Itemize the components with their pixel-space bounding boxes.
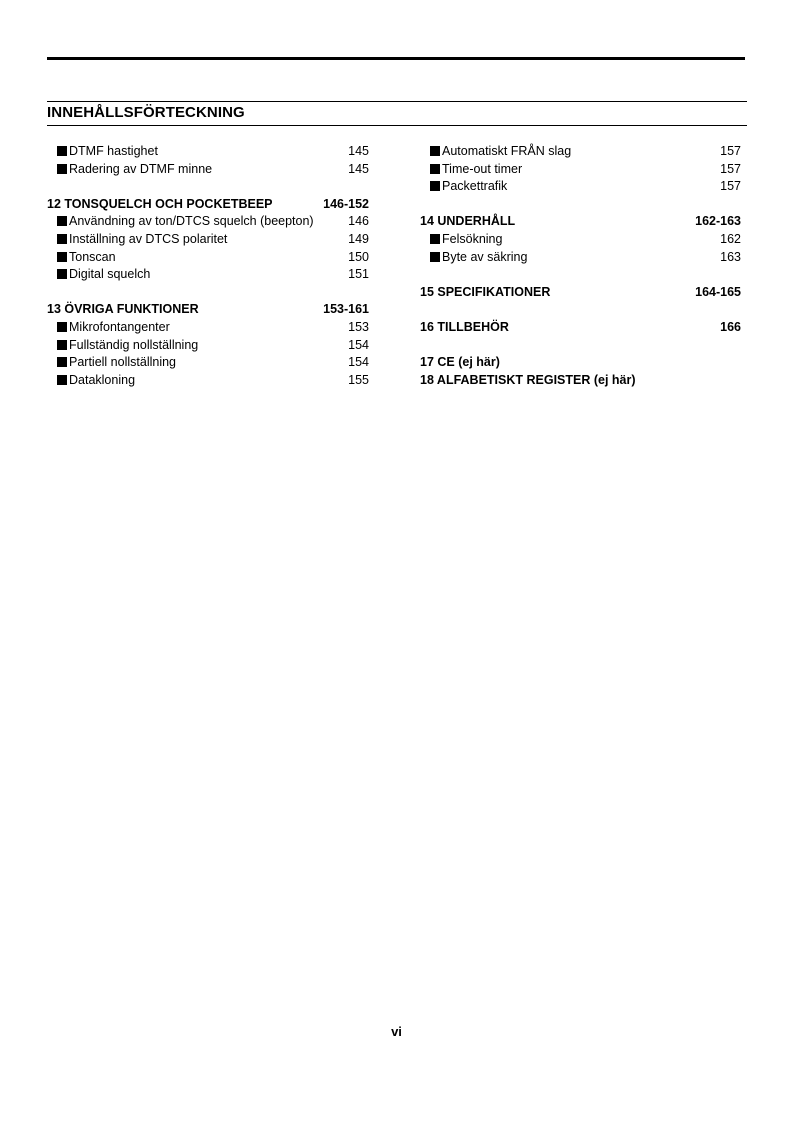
toc-entry-page: 162 [720,231,741,246]
toc-entry-text: Radering av DTMF minne [69,161,213,176]
square-bullet-icon [57,164,67,174]
toc-entry-label [57,337,198,355]
toc-entry-text: Mikrofontangenter [69,319,170,334]
toc-entry-text: 16 TILLBEHÖR [420,319,509,334]
toc-entry[interactable] [47,354,369,372]
toc-entry-page: 150 [348,249,369,264]
toc-entry-page: 166 [720,319,741,334]
toc-entry-text: Automatiskt FRÅN slag [442,144,572,158]
toc-entry-page: 151 [348,267,369,282]
toc-entry-page: 145 [348,144,369,158]
square-bullet-icon [57,146,67,156]
toc-entry[interactable] [47,319,369,337]
toc-section-heading[interactable] [420,213,741,231]
toc-entry-text: Felsökning [442,231,503,246]
toc-entry-label [57,266,150,284]
toc-entry[interactable] [47,213,369,231]
toc-spacer [47,178,369,196]
toc-entry-label [430,178,507,196]
toc-spacer [420,266,741,284]
toc-entry-label [420,284,550,302]
toc-entry-page: 145 [348,161,369,176]
toc-entry-label [57,161,212,179]
toc-entry-page: 157 [720,161,741,176]
toc-entry-label [430,249,527,267]
toc-entry-label [57,143,158,161]
toc-spacer [420,301,741,319]
toc-entry-text: Datakloning [69,372,136,387]
toc-entry[interactable] [47,161,369,179]
square-bullet-icon [430,234,440,244]
square-bullet-icon [57,357,67,367]
square-bullet-icon [57,252,67,262]
toc-entry-text: 12 TONSQUELCH OCH POCKETBEEP [47,196,273,211]
toc-entry[interactable] [47,266,369,284]
toc-entry-label [420,213,515,231]
toc-entry-text: 15 SPECIFIKATIONER [420,284,551,299]
toc-entry-page: 146-152 [323,196,369,211]
square-bullet-icon [57,234,67,244]
toc-spacer [47,284,369,302]
toc-entry-label [57,372,135,390]
page-number: vi [391,1024,402,1039]
square-bullet-icon [57,375,67,385]
square-bullet-icon [57,340,67,350]
toc-section-heading[interactable] [420,354,741,372]
toc-entry[interactable] [420,143,741,161]
toc-entry-label [430,143,571,161]
toc-entry-label [430,161,522,179]
heading-rule-bottom [47,125,747,126]
top-rule [47,57,745,60]
toc-entry-text: 14 UNDERHÅLL [420,214,516,229]
toc-entry-label [430,231,502,249]
toc-section-heading[interactable] [47,196,369,214]
toc-entry-text: Användning av ton/DTCS squelch (beepton) [69,214,314,229]
toc-entry-label [47,301,199,319]
square-bullet-icon [430,146,440,156]
square-bullet-icon [57,269,67,279]
toc-entry[interactable] [420,249,741,267]
toc-entry-label [47,196,273,214]
toc-spacer [420,196,741,214]
toc-entry-text: Time-out timer [442,161,523,176]
toc-entry-text: Digital squelch [69,267,151,282]
toc-entry-label [57,249,116,267]
toc-right-column [420,143,741,389]
toc-entry[interactable] [420,178,741,196]
toc-entry-label [57,319,170,337]
toc-entry[interactable] [47,249,369,267]
toc-entry[interactable] [47,143,369,161]
toc-entry[interactable] [47,337,369,355]
toc-spacer [420,337,741,355]
toc-section-heading[interactable] [420,319,741,337]
toc-left-column [47,143,369,389]
toc-entry-text: Fullständig nollställning [69,337,199,352]
toc-entry-page: 153-161 [323,302,369,317]
toc-entry-text: DTMF hastighet [69,144,158,158]
square-bullet-icon [430,252,440,262]
toc-entry-page: 164-165 [695,284,741,299]
toc-entry-page: 155 [348,372,369,387]
toc-entry-label [57,231,227,249]
toc-entry-text: Byte av säkring [442,249,528,264]
toc-entry[interactable] [420,231,741,249]
toc-entry-page: 154 [348,337,369,352]
toc-entry-text: Partiell nollställning [69,355,177,370]
toc-entry-page: 153 [348,319,369,334]
toc-entry-label [57,213,314,231]
square-bullet-icon [430,164,440,174]
toc-entry-text: Packettrafik [442,179,508,194]
toc-entry-page: 154 [348,355,369,370]
toc-entry-page: 163 [720,249,741,264]
toc-entry-page: 146 [348,214,369,229]
toc-entry-page: 162-163 [695,214,741,229]
toc-section-heading[interactable] [420,372,741,390]
toc-entry-text: 17 CE (ej här) [420,355,500,370]
toc-entry-text: 18 ALFABETISKT REGISTER (ej här) [420,372,636,387]
toc-entry-page: 157 [720,179,741,194]
toc-entry-text: Inställning av DTCS polaritet [69,231,228,246]
toc-entry-label [420,319,509,337]
toc-section-heading[interactable] [420,284,741,302]
toc-entry[interactable] [420,161,741,179]
toc-entry-label [420,354,500,372]
toc-entry-label [57,354,176,372]
toc-entry[interactable] [47,231,369,249]
toc-entry-page: 157 [720,144,741,158]
toc-section-heading[interactable] [47,301,369,319]
square-bullet-icon [430,181,440,191]
toc-title: INNEHÅLLSFÖRTECKNING [47,104,245,121]
toc-entry-label [420,372,636,390]
toc-entry[interactable] [47,372,369,390]
toc-entry-text: Tonscan [69,249,116,264]
square-bullet-icon [57,322,67,332]
toc-entry-text: 13 ÖVRIGA FUNKTIONER [47,302,199,317]
square-bullet-icon [57,216,67,226]
heading-rule-top [47,101,747,102]
toc-entry-page: 149 [348,231,369,246]
